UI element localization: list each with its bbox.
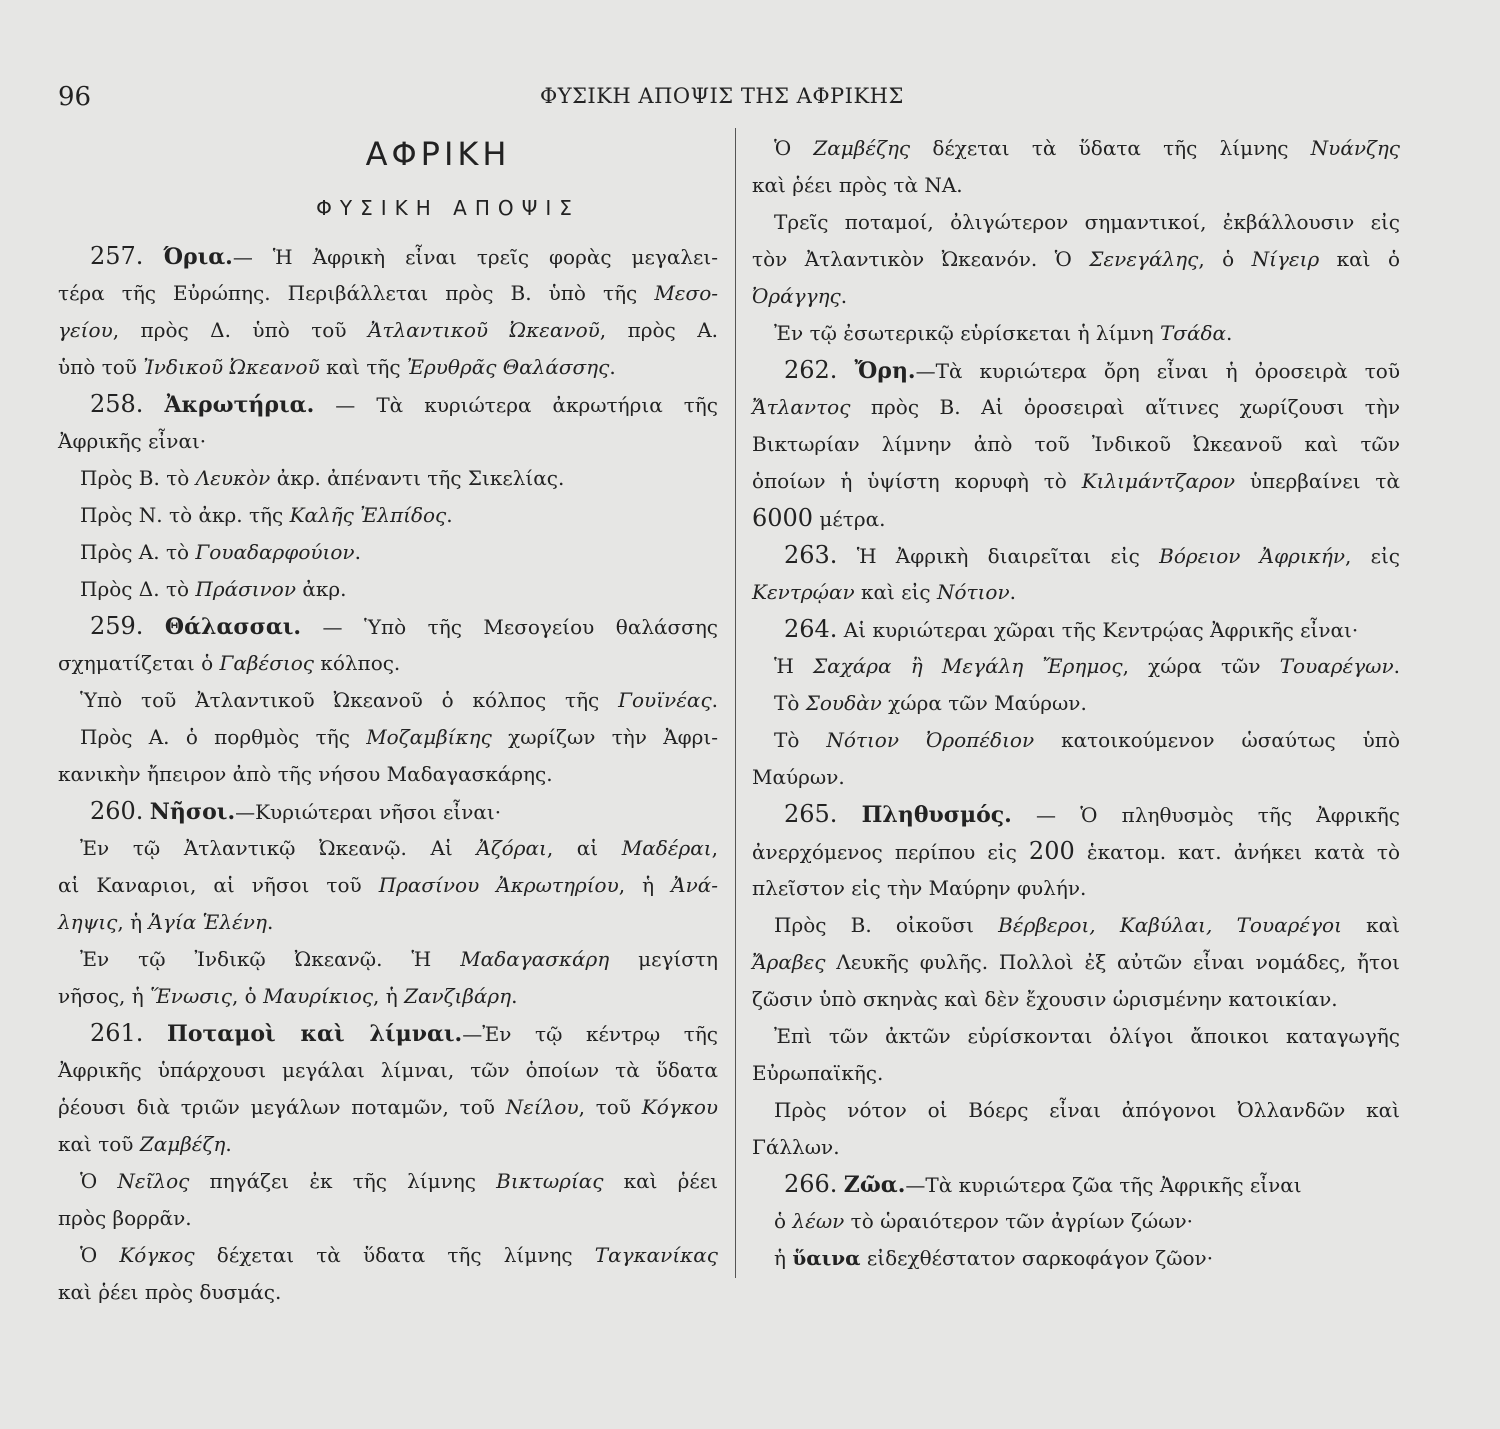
text-italic: Βικτωρίας — [496, 1169, 604, 1193]
text: Τὸ — [774, 728, 827, 752]
text-italic: Γουϊνέας — [618, 688, 712, 712]
p259-line-1 — [58, 608, 718, 645]
text-italic: Ζαμβέζη — [139, 1132, 226, 1156]
p257-number: 257. — [90, 242, 144, 270]
text: Ἐν τῷ Ἀτλαντικῷ Ὠκεανῷ. Αἱ — [80, 836, 477, 860]
text: — Ἡ Ἀφρικὴ εἶναι τρεῖς φορὰς μεγαλει- — [232, 245, 719, 269]
text: καὶ ὁ — [1319, 247, 1400, 271]
text-italic: Ζαμβέζης — [813, 136, 911, 160]
text-italic: Σουδὰν — [805, 691, 882, 715]
text: Πρὸς Β. τὸ — [80, 466, 196, 490]
p259-line-4 — [58, 719, 718, 756]
p258-line-1 — [58, 386, 718, 423]
text: —Ἐν τῷ κέντρῳ τῆς — [462, 1022, 719, 1046]
text-italic: Σενεγάλης — [1089, 247, 1199, 271]
p263-line-1 — [752, 537, 1400, 574]
text: Πρὸς Δ. τὸ — [80, 577, 196, 601]
p261-line-3 — [58, 1089, 718, 1126]
text-italic: Ἀτλαντικοῦ Ὠκεανοῦ — [367, 318, 600, 342]
text: . — [354, 540, 361, 564]
p258-row-4 — [58, 571, 718, 608]
text-italic: Ἄτλαντος — [752, 395, 851, 419]
text: —Κυριώτεραι νῆσοι εἶναι· — [235, 800, 502, 824]
p262-number: 262. — [784, 356, 838, 384]
p259-line-5: κανικὴν ἤπειρον ἀπὸ τῆς νήσου Μαδαγασκάρης. — [58, 762, 553, 786]
p264-number: 264. — [784, 615, 838, 643]
text: . — [609, 355, 616, 379]
text: Πρὸς Α. τὸ — [80, 540, 196, 564]
text: νῆσος, ἡ — [58, 984, 151, 1008]
text: Λευκῆς φυλῆς. Πολλοὶ ἐξ αὐτῶν εἶναι νομάδες, ἤτοι — [825, 950, 1400, 974]
p265-line-2 — [752, 833, 1400, 870]
p258-line-2: Ἀφρικῆς εἶναι· — [58, 429, 207, 453]
text: —Τὰ κυριώτερα ζῶα τῆς Ἀφρικῆς εἶναι — [905, 1173, 1302, 1197]
zambezi-line-2: καὶ ῥέει πρὸς τὰ ΝΑ. — [752, 173, 963, 197]
text: , αἱ — [546, 836, 622, 860]
text: μεγίστη — [609, 947, 718, 971]
p260-line-2 — [58, 830, 718, 867]
text-italic: Βέρβεροι, Καβύλαι, Τουαρέγοι — [998, 913, 1342, 937]
text: Πρὸς Α. ὁ πορθμὸς τῆς — [80, 725, 367, 749]
text: καὶ — [1341, 913, 1400, 937]
p264-line-4 — [752, 722, 1400, 759]
text-italic: Μαδαγασκάρη — [460, 947, 610, 971]
p257-line-2 — [58, 275, 718, 312]
p261-line-1 — [58, 1015, 718, 1052]
text-italic: Καλῆς Ἐλπίδος — [289, 503, 447, 527]
right-column — [752, 130, 1400, 1277]
text: δέχεται τὰ ὕδατα τῆς λίμνης — [910, 136, 1311, 160]
text-italic: Κόγκου — [641, 1095, 719, 1119]
rivers-line-3 — [752, 278, 1400, 315]
text: πρὸς Β. Αἱ ὀροσειραὶ αἵτινες χωρίζουσι τὴν — [850, 395, 1400, 419]
text: . — [1226, 321, 1233, 345]
column-divider — [735, 128, 736, 1278]
text: Ὑπὸ τοῦ Ἀτλαντικοῦ Ὠκεανοῦ ὁ κόλπος τῆς — [80, 688, 619, 712]
p261-line-8: καὶ ῥέει πρὸς δυσμάς. — [58, 1280, 282, 1304]
p257-line-4 — [58, 349, 718, 386]
text: ἡ — [774, 1246, 793, 1270]
p263-number: 263. — [784, 541, 838, 569]
p265-line-9: Πρὸς νότον οἱ Βόερς εἶναι ἀπόγονοι Ὀλλανδῶν καὶ — [774, 1098, 1400, 1122]
text: ὑπερβαίνει τὰ — [1235, 469, 1400, 493]
text: Πρὸς Β. οἰκοῦσι — [774, 913, 999, 937]
p265-number: 265. — [784, 800, 838, 828]
p266-heading: Ζῶα. — [843, 1172, 906, 1198]
text-italic: Μοζαμβίκης — [366, 725, 492, 749]
text: Ἡ — [774, 654, 814, 678]
text: , ἡ — [117, 910, 149, 934]
p264-line-3 — [752, 685, 1400, 722]
text: δέχεται τὰ ὕδατα τῆς λίμνης — [194, 1243, 595, 1267]
text-italic: Ἰνδικοῦ Ὠκεανοῦ — [143, 355, 320, 379]
text: . — [266, 910, 274, 934]
p261-heading: Ποταμοὶ καὶ λίμναι. — [167, 1021, 463, 1047]
p262-heading: Ὄρη. — [854, 358, 916, 384]
text: χωρίζων τὴν Ἀφρι- — [491, 725, 718, 749]
p260-line-1 — [58, 793, 718, 830]
text: . — [225, 1132, 232, 1156]
p258-number: 258. — [90, 390, 144, 418]
p258-row-2 — [58, 497, 718, 534]
text: Τὸ — [774, 691, 806, 715]
p264-line-5: Μαύρων. — [752, 765, 845, 789]
text-italic: Νότιον Ὀροπέδιον — [826, 728, 1035, 752]
text-italic: Ζανζιβάρη — [404, 984, 512, 1008]
text: Ἡ Ἀφρικὴ διαιρεῖται εἰς — [837, 544, 1160, 568]
text: . — [711, 688, 718, 712]
left-column — [58, 130, 718, 1311]
text-italic: Γουαδαρφούιον — [195, 540, 355, 564]
text-italic: Ἕνωσις — [150, 984, 232, 1008]
running-title: ΦΥΣΙΚΗ ΑΠΟΨΙΣ ΤΗΣ ΑΦΡΙΚΗΣ — [540, 84, 904, 108]
text-italic: Νείλου — [505, 1095, 579, 1119]
p259-number: 259. — [90, 612, 144, 640]
text-italic: Μεσο- — [654, 281, 718, 305]
p265-line-5 — [752, 944, 1400, 981]
text: ὑπὸ τοῦ — [58, 355, 144, 379]
p262-line-5 — [752, 500, 1400, 537]
text: καὶ τοῦ — [58, 1132, 140, 1156]
p265-line-1 — [752, 796, 1400, 833]
p265-line-6: ζῶσιν ὑπὸ σκηνὰς καὶ δὲν ἔχουσιν ὡρισμένην κατοικίαν. — [752, 987, 1338, 1011]
text: πηγάζει ἐκ τῆς λίμνης — [189, 1169, 497, 1193]
text: . — [446, 503, 453, 527]
text: εἰδεχθέστατον σαρκοφάγον ζῶον· — [860, 1246, 1214, 1270]
text-italic: λέων — [792, 1209, 845, 1233]
text-italic: γείου — [58, 318, 113, 342]
text-italic: Ταγκανίκας — [594, 1243, 719, 1267]
p264-line-1 — [752, 611, 1400, 648]
text: ἑκατομ. κατ. ἀνήκει κατὰ τὸ — [1074, 840, 1400, 864]
text: , ἡ — [618, 873, 672, 897]
text-italic: Πράσινον — [195, 577, 296, 601]
text: καὶ εἰς — [854, 580, 937, 604]
text: , χώρα τῶν — [1122, 654, 1280, 678]
p259-line-2 — [58, 645, 718, 682]
text-italic: Ἀνά- — [671, 873, 718, 897]
text: —Τὰ κυριώτερα ὄρη εἶναι ἡ ὀροσειρὰ τοῦ — [915, 359, 1400, 383]
text: , εἰς — [1344, 544, 1401, 568]
p261-line-5 — [58, 1163, 718, 1200]
text-italic: Νίγειρ — [1251, 247, 1320, 271]
text: Αἱ κυριώτεραι χῶραι τῆς Κεντρῴας Ἀφρικῆς εἶναι· — [837, 618, 1359, 642]
p265-line-3: πλεῖστον εἰς τὴν Μαύρην φυλήν. — [752, 876, 1087, 900]
text: , πρὸς Α. — [599, 318, 719, 342]
p262-line-1 — [752, 352, 1400, 389]
text-italic: Κιλιμάντζαρον — [1081, 469, 1236, 493]
chapter-title: ΑΦΡΙΚΗ — [365, 135, 511, 173]
text-italic: Ἄραβες — [752, 950, 826, 974]
chapter-subtitle: ΦΥΣΙΚΗ ΑΠΟΨΙΣ — [316, 196, 580, 220]
text-italic: Ἁγία Ἑλένη — [148, 910, 267, 934]
text-italic: Μαδέραι — [621, 836, 712, 860]
p261-line-6: πρὸς βορρᾶν. — [58, 1206, 192, 1230]
text: ῥέουσι διὰ τριῶν μεγάλων ποταμῶν, τοῦ — [58, 1095, 506, 1119]
p257-heading: Όρια. — [163, 244, 233, 270]
p265-line-7: Ἐπὶ τῶν ἀκτῶν εὑρίσκονται ὀλίγοι ἄποικοι καταγωγῆς — [774, 1024, 1400, 1048]
p262-line-4 — [752, 463, 1400, 500]
text-bold: ὕαινα — [792, 1246, 861, 1270]
text: Ὁ — [774, 136, 814, 160]
text-italic: Τουαρέγων — [1279, 654, 1394, 678]
text: ἀκρ. ἀπέναντι τῆς Σικελίας. — [270, 466, 565, 490]
text: . — [1393, 654, 1401, 678]
text: . — [1009, 580, 1016, 604]
p266-line-2 — [752, 1203, 1400, 1240]
text: Πρὸς Ν. τὸ ἀκρ. τῆς — [80, 503, 290, 527]
p260-line-5 — [58, 941, 718, 978]
text-italic: Ἐρυθρᾶς Θαλάσσης — [406, 355, 610, 379]
p262-line-3: Βικτωρίαν λίμνην ἀπὸ τοῦ Ἰνδικοῦ Ὠκεανοῦ καὶ τῶν — [752, 432, 1400, 456]
text-italic: Νυάνζης — [1310, 136, 1401, 160]
text: καὶ τῆς — [319, 355, 407, 379]
text: κατοικούμενον ὡσαύτως ὑπὸ — [1034, 728, 1400, 752]
text: , πρὸς Δ. ὑπὸ τοῦ — [112, 318, 368, 342]
text: μέτρα. — [813, 507, 886, 531]
text: , — [711, 836, 719, 860]
text: τὸν Ἀτλαντικὸν Ὠκεανόν. Ὁ — [752, 247, 1090, 271]
text-italic: Βόρειον Ἀφρικήν — [1159, 544, 1345, 568]
p262-line-2 — [752, 389, 1400, 426]
text-italic: Τσάδα — [1159, 321, 1226, 345]
page-number: 96 — [58, 82, 92, 112]
text: Ὁ — [80, 1243, 120, 1267]
text: ὁποίων ἡ ὑψίστη κορυφὴ τὸ — [752, 469, 1082, 493]
text-italic: Σαχάρα ἢ Μεγάλη Ἔρημος — [813, 654, 1123, 678]
text: — Ὑπὸ τῆς Μεσογείου θαλάσσης — [301, 615, 718, 639]
p260-line-6 — [58, 978, 718, 1015]
text: αἱ Καναριοι, αἱ νῆσοι τοῦ — [58, 873, 379, 897]
rivers-line-4 — [752, 315, 1400, 352]
text-italic: Μαυρίκιος — [263, 984, 374, 1008]
text-italic: Πρασίνου Ἀκρωτηρίου — [378, 873, 619, 897]
p257-line-3 — [58, 312, 718, 349]
text: σχηματίζεται ὁ — [58, 651, 220, 675]
text-italic: Κόγκος — [119, 1243, 195, 1267]
text: ἀνερχόμενος περίπου εἰς — [752, 840, 1029, 864]
p266-line-1 — [752, 1166, 1400, 1203]
text-italic: Ὀράγγης — [752, 284, 841, 308]
text-italic: Λευκὸν — [195, 466, 271, 490]
text: τέρα τῆς Εὐρώπης. Περιβάλλεται πρὸς Β. ὑπὸ τῆς — [58, 281, 655, 305]
p261-number: 261. — [90, 1019, 144, 1047]
text: , τοῦ — [578, 1095, 642, 1119]
p260-line-3 — [58, 867, 718, 904]
text: . — [840, 284, 848, 308]
p258-row-3 — [58, 534, 718, 571]
text: Ἐν τῷ Ἰνδικῷ Ὠκεανῷ. Ἡ — [80, 947, 461, 971]
p260-heading: Νῆσοι. — [149, 799, 236, 825]
p258-row-1 — [58, 460, 718, 497]
text: Ἐν τῷ ἐσωτερικῷ εὑρίσκεται ἡ λίμνη — [774, 321, 1160, 345]
rivers-line-1: Τρεῖς ποταμοί, ὀλιγώτερον σημαντικοί, ἐκβάλλουσιν εἰς — [774, 210, 1400, 234]
text: ὁ — [774, 1209, 793, 1233]
text: 6000 — [752, 504, 814, 532]
text: , ἡ — [373, 984, 405, 1008]
p261-line-4 — [58, 1126, 718, 1163]
p257-line-1 — [58, 238, 718, 275]
p260-number: 260. — [90, 797, 144, 825]
zambezi-line-1 — [752, 130, 1400, 167]
text-italic: Ἀζόραι — [476, 836, 547, 860]
p263-line-2 — [752, 574, 1400, 611]
text: Ὁ — [80, 1169, 118, 1193]
p258-heading: Ἀκρωτήρια. — [164, 392, 315, 418]
rivers-line-2 — [752, 241, 1400, 278]
p261-line-2: Ἀφρικῆς ὑπάρχουσι μεγάλαι λίμναι, τῶν ὁποίων τὰ ὕδατα — [58, 1058, 718, 1082]
text-italic: Νεῖλος — [117, 1169, 190, 1193]
text-italic: Γαβέσιος — [219, 651, 314, 675]
text-italic: Νότιον — [936, 580, 1010, 604]
text: , ὁ — [1198, 247, 1252, 271]
text: 200 — [1028, 837, 1075, 865]
text: κόλπος. — [313, 651, 401, 675]
p265-heading: Πληθυσμός. — [861, 802, 1012, 828]
p259-line-3 — [58, 682, 718, 719]
p265-line-8: Εὐρωπαϊκῆς. — [752, 1061, 884, 1085]
p265-line-4 — [752, 907, 1400, 944]
p259-heading: Θάλασσαι. — [164, 614, 302, 640]
text-italic: Κεντρῴαν — [752, 580, 855, 604]
text: ἀκρ. — [295, 577, 347, 601]
p266-line-3 — [752, 1240, 1400, 1277]
text: χώρα τῶν Μαύρων. — [881, 691, 1087, 715]
text: καὶ ῥέει — [603, 1169, 718, 1193]
p265-line-10: Γάλλων. — [752, 1135, 840, 1159]
p261-line-7 — [58, 1237, 718, 1274]
p260-line-4 — [58, 904, 718, 941]
text: , ὁ — [231, 984, 264, 1008]
text: τὸ ὡραιότερον τῶν ἀγρίων ζώων· — [844, 1209, 1194, 1233]
text: — Ὁ πληθυσμὸς τῆς Ἀφρικῆς — [1011, 803, 1400, 827]
text-italic: ληψις — [58, 910, 118, 934]
text: — Τὰ κυριώτερα ἀκρωτήρια τῆς — [314, 393, 718, 417]
p266-number: 266. — [784, 1170, 838, 1198]
p264-line-2 — [752, 648, 1400, 685]
text: . — [511, 984, 518, 1008]
